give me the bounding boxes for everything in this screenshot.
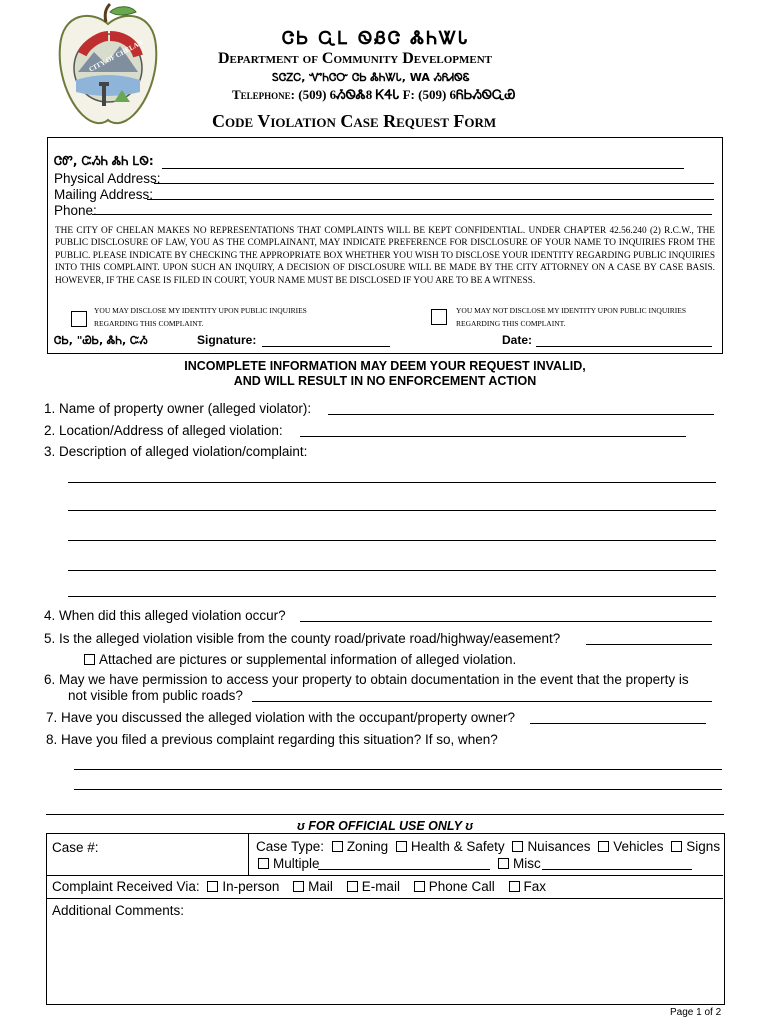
violation-location-field[interactable] (300, 436, 686, 437)
mailing-address-field[interactable] (147, 199, 714, 200)
attached-pictures-checkbox[interactable] (84, 654, 95, 665)
description-line-3[interactable] (68, 540, 716, 541)
signature-field[interactable] (262, 346, 390, 347)
description-line-2[interactable] (68, 510, 716, 511)
in-person-label: In-person (222, 879, 280, 894)
attached-pictures-label: Attached are pictures or supplemental information of alleged violation. (99, 652, 517, 667)
do-not-disclose-label-1: YOU MAY NOT DISCLOSE MY IDENTITY UPON PUBLIC INQUIRIES (456, 306, 687, 315)
question-3: 3. Description of alleged violation/complaint: (44, 444, 308, 459)
misc-field[interactable] (542, 869, 692, 870)
fax-label: Fax (523, 879, 547, 894)
property-owner-field[interactable] (328, 414, 714, 415)
question-5: 5. Is the alleged violation visible from the county road/private road/highway/easement? (44, 631, 561, 646)
department-phone: Telephone: (509) 6ᏱᏫᏜ8 ᏦᏎᏓ F: (509) 6ᏲᏏᏱᏫᏩᏯ (232, 87, 516, 102)
official-heading-text: FOR OFFICIAL USE ONLY (308, 819, 462, 833)
do-not-disclose-checkbox[interactable] (431, 309, 447, 325)
official-right-bullet: ʊ (461, 819, 473, 833)
misc-checkbox[interactable] (498, 858, 509, 869)
discussed-with-owner-field[interactable] (530, 723, 706, 724)
signs-checkbox[interactable] (671, 841, 682, 852)
official-row-divider-1 (46, 875, 723, 876)
question-4: 4. When did this alleged violation occur? (44, 608, 286, 623)
disclose-label-2: REGARDING THIS COMPLAINT. (94, 319, 204, 328)
question-1: 1. Name of property owner (alleged violator): (44, 401, 312, 416)
case-type-label: Case Type: (256, 839, 325, 854)
signature-prefix: ᏣᏏ, "ᏯᏏ, ᏜᏂ, ᏨᏱ (54, 334, 148, 347)
access-permission-field[interactable] (252, 701, 712, 702)
date-label: Date: (502, 333, 533, 347)
official-row-divider-2 (46, 898, 723, 899)
mail-label: Mail (308, 879, 333, 894)
incomplete-warning-line1: INCOMPLETE INFORMATION MAY DEEM YOUR REQUEST INVALID, (184, 359, 586, 373)
nuisances-label: Nuisances (527, 839, 591, 854)
official-left-bullet: ʊ (297, 819, 309, 833)
city-name-heading: ᏣᏏ ᏩᏞ ᏫᏰᏣ ᏜᏂᏔᏓ (282, 28, 470, 49)
mail-checkbox[interactable] (293, 881, 304, 892)
official-use-heading (0, 819, 770, 833)
logo-text: CITY OF CHELAN (87, 38, 145, 74)
zoning-label: Zoning (346, 839, 389, 854)
question-2: 2. Location/Address of alleged violation: (44, 423, 283, 438)
description-line-5[interactable] (68, 596, 716, 597)
multiple-row (258, 856, 320, 871)
complainant-name-field[interactable] (162, 168, 684, 169)
mailing-address-label: Mailing Address: (54, 187, 154, 202)
signs-label: Signs (686, 839, 721, 854)
health-safety-checkbox[interactable] (396, 841, 407, 852)
multiple-checkbox[interactable] (258, 858, 269, 869)
physical-address-field[interactable] (154, 183, 714, 184)
zoning-checkbox[interactable] (332, 841, 343, 852)
previous-complaint-line-1[interactable] (74, 769, 722, 770)
multiple-field[interactable] (318, 869, 490, 870)
signature-label: Signature: (197, 333, 257, 347)
city-logo (52, 2, 164, 126)
fax-checkbox[interactable] (509, 881, 520, 892)
disclose-label-1: YOU MAY DISCLOSE MY IDENTITY UPON PUBLIC INQUIRIES (94, 306, 307, 315)
violation-date-field[interactable] (300, 621, 712, 622)
question-6-line2: not visible from public roads? (68, 688, 243, 703)
in-person-checkbox[interactable] (207, 881, 218, 892)
description-line-1[interactable] (68, 482, 716, 483)
previous-complaint-line-2[interactable] (74, 789, 722, 790)
date-field[interactable] (536, 346, 712, 347)
additional-comments-field[interactable] (48, 920, 720, 1000)
question-7: 7. Have you discussed the alleged violation with the occupant/property owner? (46, 710, 516, 725)
case-type-row (256, 839, 720, 854)
email-checkbox[interactable] (347, 881, 358, 892)
phone-call-checkbox[interactable] (414, 881, 425, 892)
phone-field[interactable] (92, 214, 712, 215)
question-8: 8. Have you filed a previous complaint regarding this situation? If so, when? (46, 732, 498, 747)
nuisances-checkbox[interactable] (512, 841, 523, 852)
physical-address-label: Physical Address: (54, 171, 161, 186)
official-divider (46, 814, 724, 815)
misc-label: Misc (513, 856, 541, 871)
incomplete-warning-line2: AND WILL RESULT IN NO ENFORCEMENT ACTION (233, 374, 537, 388)
attached-pictures-option[interactable] (84, 652, 516, 667)
page-number: Page 1 of 2 (670, 1007, 722, 1018)
email-label: E-mail (361, 879, 400, 894)
official-column-divider (248, 833, 249, 875)
vehicles-label: Vehicles (613, 839, 664, 854)
department-address: ᏚᏣᏃᏟ, ᏉᏂᏣᏅ ᏣᏏ ᏜᏂᏔᏓ, WA ᏱᏲᏗᏫᏋ (272, 71, 470, 84)
confidentiality-notice: THE CITY OF CHELAN MAKES NO REPRESENTATIONS THAT COMPLAINTS WILL BE KEPT CONFIDENTIAL. UNDER CHAPTER 42.56.240 (2) R.C.W., THE PUBLIC DISCLOSURE OF LAW, YOU AS THE COMPLAINANT, MAY INDICATE PREFERENCE FOR DISCLOSURE OF YOUR NAME TO INQUIRIES FROM THE PUBLIC. PLEASE INDICATE BY CHECKING THE APPROPRIATE BOX WHETHER YOU WISH TO DISCLOSE YOUR IDENTITY REGARDING PUBLIC INQUIRIES INTO THIS COMPLAINT. UPON SUCH AN INQUIRY, A DECISION OF DISCLOSURE WILL BE MADE BY THE CITY ATTORNEY ON A CASE BY CASE BASIS. HOWEVER, IF THE CASE IS FILED IN COURT, YOUR NAME MUST BE DISCLOSED IF YOU ARE TO BE A WITNESS. (55, 226, 715, 286)
health-safety-label: Health & Safety (410, 839, 505, 854)
disclose-checkbox[interactable] (71, 311, 87, 327)
vehicles-checkbox[interactable] (598, 841, 609, 852)
phone-call-label: Phone Call (428, 879, 495, 894)
received-via-row (52, 879, 546, 894)
misc-row (498, 856, 541, 871)
do-not-disclose-label-2: REGARDING THIS COMPLAINT. (456, 319, 566, 328)
description-line-4[interactable] (68, 570, 716, 571)
form-title: Code Violation Case Request Form (212, 111, 497, 131)
multiple-label: Multiple (273, 856, 320, 871)
phone-label: Phone: (54, 203, 97, 218)
case-number-label: Case #: (52, 840, 99, 855)
department-name: Department of Community Development (218, 50, 493, 67)
visible-from-road-field[interactable] (586, 644, 712, 645)
complainant-name-label: ᏣᏛ, ᏨᏱᏂ ᏜᏂ ᏞᏫ: (54, 154, 154, 168)
received-via-label: Complaint Received Via: (52, 879, 200, 894)
additional-comments-label: Additional Comments: (52, 903, 185, 918)
question-6-line1: 6. May we have permission to access your property to obtain documentation in the event that the property is (44, 672, 689, 687)
